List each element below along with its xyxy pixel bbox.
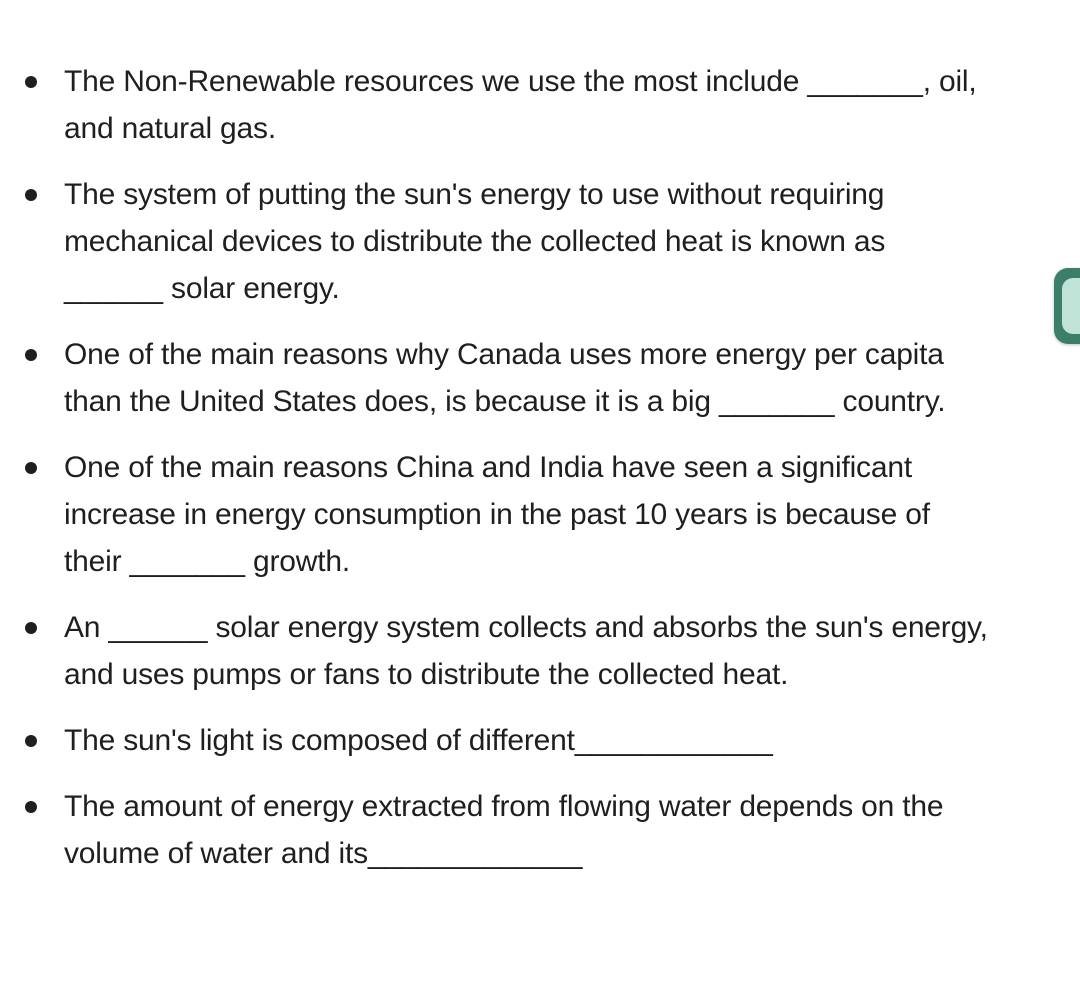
question-text: One of the main reasons China and India have seen a significant xyxy=(64,451,912,484)
question-text: The system of putting the sun's energy to use without requiring xyxy=(64,178,885,211)
question-text: One of the main reasons why Canada uses more energy per capita xyxy=(64,338,944,371)
question-text: ______ solar energy. xyxy=(64,272,340,305)
bullet-icon xyxy=(25,349,37,361)
question-text: and uses pumps or fans to distribute the collected heat. xyxy=(64,658,789,691)
bullet-icon xyxy=(25,462,37,474)
bullet-icon xyxy=(25,622,37,634)
app-shortcut-icon xyxy=(1062,278,1080,334)
bullet-icon xyxy=(25,735,37,747)
list-item xyxy=(0,604,1080,698)
list-item xyxy=(0,444,1080,585)
question-text: volume of water and its_____________ xyxy=(64,837,583,870)
question-text: The amount of energy extracted from flowing water depends on the xyxy=(64,790,944,823)
question-text: mechanical devices to distribute the collected heat is known as xyxy=(64,225,886,258)
question-text: The Non-Renewable resources we use the most include _______, oil, xyxy=(64,65,977,98)
list-item xyxy=(0,58,1080,152)
list-item xyxy=(0,331,1080,425)
question-list xyxy=(0,58,1080,896)
question-text: their _______ growth. xyxy=(64,545,351,578)
question-text: increase in energy consumption in the past 10 years is because of xyxy=(64,498,930,531)
question-text: than the United States does, is because it is a big _______ country. xyxy=(64,385,946,418)
question-text: The sun's light is composed of different____________ xyxy=(64,724,773,757)
question-text: An ______ solar energy system collects and absorbs the sun's energy, xyxy=(64,611,988,644)
bullet-icon xyxy=(25,189,37,201)
list-item xyxy=(0,171,1080,312)
bullet-icon xyxy=(25,801,37,813)
bullet-icon xyxy=(25,76,37,88)
question-text: and natural gas. xyxy=(64,112,276,145)
list-item xyxy=(0,717,1080,764)
side-shortcut-button[interactable] xyxy=(1054,268,1080,344)
list-item xyxy=(0,783,1080,877)
